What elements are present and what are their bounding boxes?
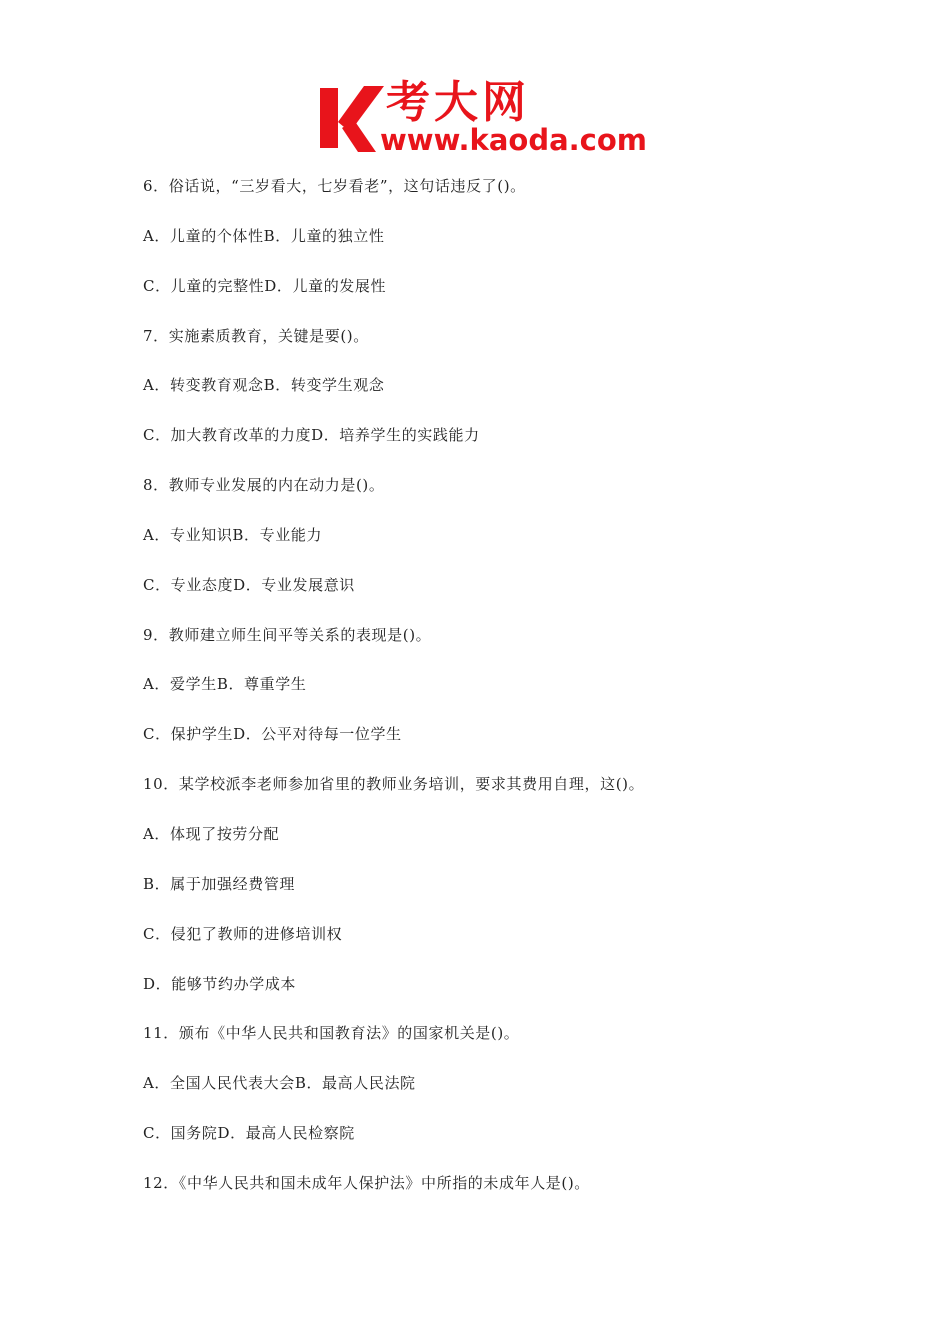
question-9: 9．教师建立师生间平等关系的表现是()。 — [143, 625, 432, 644]
question-6: 6．俗话说，“三岁看大，七岁看老”，这句话违反了()。 — [143, 177, 526, 195]
logo-chinese-text: 考大网 — [386, 77, 530, 128]
question-6-options-ab: A．儿童的个体性B．儿童的独立性 — [143, 226, 385, 245]
question-11-options-cd: C．国务院D．最高人民检察院 — [143, 1124, 355, 1143]
question-8: 8．教师专业发展的内在动力是()。 — [143, 476, 385, 495]
question-9-options-cd: C．保护学生D．公平对待每一位学生 — [143, 725, 402, 744]
question-7: 7．实施素质教育，关键是要()。 — [143, 326, 369, 345]
question-11-options-ab: A．全国人民代表大会B．最高人民法院 — [143, 1074, 416, 1093]
kaoda-logo — [318, 77, 647, 160]
logo-k-mark — [318, 82, 384, 154]
question-9-options-ab: A．爱学生B．尊重学生 — [143, 675, 307, 694]
question-6-options-cd: C．儿童的完整性D．儿童的发展性 — [143, 276, 387, 295]
question-10: 10．某学校派李老师参加省里的教师业务培训，要求其费用自理，这()。 — [143, 775, 645, 794]
question-12: 12．《中华人民共和国未成年人保护法》中所指的未成年人是()。 — [143, 1173, 590, 1192]
question-7-options-cd: C．加大教育改革的力度D．培养学生的实践能力 — [143, 426, 480, 445]
logo-url-text: www.kaoda.com — [380, 123, 647, 157]
question-11: 11．颁布《中华人民共和国教育法》的国家机关是()。 — [143, 1024, 520, 1043]
question-content — [143, 172, 863, 1219]
question-8-options-cd: C．专业态度D．专业发展意识 — [143, 575, 355, 594]
question-7-options-ab: A．转变教育观念B．转变学生观念 — [143, 376, 385, 395]
question-10-option-d: D．能够节约办学成本 — [143, 974, 297, 993]
question-10-option-c: C．侵犯了教师的进修培训权 — [143, 924, 343, 943]
question-10-option-a: A．体现了按劳分配 — [143, 824, 280, 843]
question-8-options-ab: A．专业知识B．专业能力 — [143, 525, 323, 544]
question-10-option-b: B．属于加强经费管理 — [143, 874, 296, 893]
